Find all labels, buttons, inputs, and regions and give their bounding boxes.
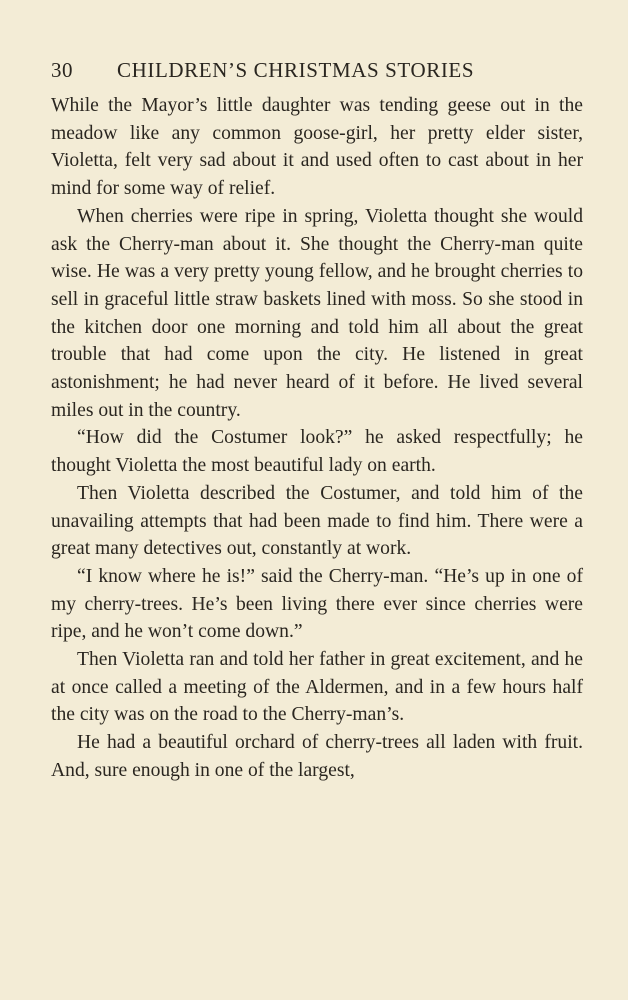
page-number: 30 — [51, 58, 73, 82]
body-text — [51, 92, 583, 785]
paragraph: He had a beautiful orchard of cherry-trees all laden with fruit. And, sure enough in one of the largest, — [51, 732, 583, 781]
book-page — [51, 58, 583, 785]
paragraph: When cherries were ripe in spring, Violetta thought she would ask the Cherry-man about it. She thought the Cherry-man quite wise. He was a very pretty young fellow, and he brought cherries to sell in graceful little straw baskets lined with moss. So she stood in the kitchen door one morning and told him all about the great trouble that had come upon the city. He listened in great astonishment; he had never heard of it before. He lived several miles out in the country. — [51, 205, 583, 421]
paragraph: “How did the Costumer look?” he asked respectfully; he thought Violetta the most beautiful lady on earth. — [51, 427, 583, 477]
running-title: CHILDREN’S CHRISTMAS STORIES — [117, 58, 475, 82]
paragraph: Then Violetta described the Costumer, and told him of the unavailing attempts that had been made to find him. There were a great many detectives out, constantly at work. — [51, 482, 583, 560]
paragraph: Then Violetta ran and told her father in great excitement, and he at once called a meeting of the Aldermen, and in a few hours half the city was on the road to the Cherry-man’s. — [51, 649, 583, 726]
paragraph: While the Mayor’s little daughter was tending geese out in the meadow like any common goose-girl, her pretty elder sister, Violetta, felt very sad about it and used often to cast about in her mind for some way of relief. — [51, 95, 583, 200]
paragraph: “I know where he is!” said the Cherry-man. “He’s up in one of my cherry-trees. He’s been living there ever since cherries were ripe, and he won’t come down.” — [51, 565, 583, 643]
running-header — [51, 58, 583, 92]
